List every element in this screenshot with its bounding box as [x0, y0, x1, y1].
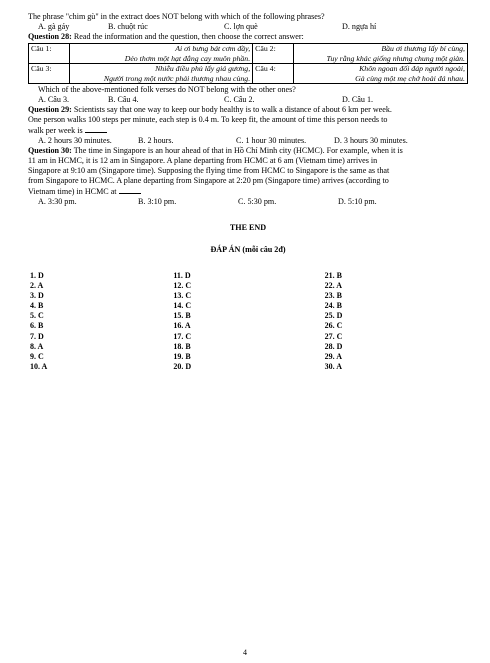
verse-label: Câu 4: [253, 64, 294, 84]
q29-line-3 [28, 125, 468, 136]
q30-line-3: Singapore at 9:10 am (Singapore time). Supposing the flying time from HCMC to Singapore is the same as that [28, 166, 390, 175]
q28-question: Which of the above-mentioned folk verses do NOT belong with the other ones? [38, 85, 296, 94]
answer-item: 18. B [173, 341, 191, 351]
q29-option-d: D. 3 hours 30 minutes. [334, 136, 408, 145]
q27-option-a: A. gà gáy [38, 22, 70, 31]
q28-number: Question 28: [28, 32, 72, 41]
answer-column-1 [30, 271, 173, 372]
verse-line: Tuy rằng khác giống nhưng chung một giàn. [326, 53, 465, 63]
q27-options [28, 22, 468, 32]
answer-item: 9. C [30, 351, 44, 361]
q28-options [28, 95, 468, 105]
verse-text [70, 64, 253, 84]
q29-text-end: walk per week is [28, 126, 83, 135]
answer-column-2 [173, 271, 316, 372]
answer-item: 10. A [30, 361, 48, 371]
answer-blank [85, 125, 107, 133]
q30-text-end: Vietnam time) in HCMC at [28, 187, 117, 196]
verse-label: Câu 2: [253, 44, 294, 64]
answer-item: 26. C [324, 321, 343, 331]
answer-item: 5. C [30, 311, 44, 321]
q30-line-1 [28, 146, 468, 156]
answer-item: 16. A [173, 321, 191, 331]
verse-line: Dẻo thơm một hạt đắng cay muôn phần. [124, 53, 251, 63]
answer-item: 12. C [173, 281, 192, 291]
q27-text: The phrase "chim gù" in the extract does NOT belong with which of the following phrases? [28, 12, 325, 21]
verse-text [70, 44, 253, 64]
answer-item: 6. B [30, 321, 44, 331]
verse-label: Câu 3: [29, 64, 70, 84]
q28-option-a: A. Câu 3. [38, 95, 70, 104]
q29-option-a: A. 2 hours 30 minutes. [38, 136, 112, 145]
verse-label: Câu 1: [29, 44, 70, 64]
answer-key-title: ĐÁP ÁN (mỗi câu 2đ) [210, 245, 286, 254]
q28-option-c: C. Câu 2. [224, 95, 255, 104]
q29-line-1 [28, 105, 468, 115]
q30-option-b: B. 3:10 pm. [138, 197, 177, 206]
page-number: 4 [243, 648, 247, 657]
q28-heading [28, 32, 468, 42]
q28-option-b: B. Câu 4. [108, 95, 139, 104]
answer-item: 25. D [324, 311, 343, 321]
answer-item: 8. A [30, 341, 44, 351]
verse-line: Nhiễu điều phủ lấy giá gương, [155, 64, 251, 73]
q30-text: The time in Singapore is an hour ahead of that in Hồ Chí Minh city (HCMC). For example, when it is [71, 146, 403, 155]
answer-item: 29. A [324, 351, 342, 361]
answer-item: 21. B [324, 271, 342, 280]
verse-line: Bầu ơi thương lấy bí cùng, [381, 44, 465, 53]
verse-text [294, 44, 468, 64]
answer-item: 3. D [30, 291, 44, 301]
folk-verse-table [28, 43, 468, 84]
q27-option-b: B. chuột rúc [108, 22, 148, 31]
q29-number: Question 29: [28, 105, 72, 114]
answer-item: 28. D [324, 341, 343, 351]
q29-option-c: C. 1 hour 30 minutes. [236, 136, 307, 145]
answer-item: 23. B [324, 291, 342, 301]
q30-number: Question 30: [28, 146, 72, 155]
q30-line-2: 11 am in HCMC, it is 12 am in Singapore. A plane departing from HCMC at 6 am (Vietnam time) arrives in [28, 156, 378, 165]
q29-line-2: One person walks 100 steps per minute, each step is 0.4 m. To keep fit, the amount of time this person needs to [28, 115, 388, 124]
verse-row [29, 64, 468, 84]
q29-option-b: B. 2 hours. [138, 136, 174, 145]
answer-item: 27. C [324, 331, 343, 341]
answer-item: 19. B [173, 351, 191, 361]
q30-line-5 [28, 186, 468, 197]
answer-item: 20. D [173, 361, 192, 371]
q28-option-d: D. Câu 1. [342, 95, 374, 104]
answer-item: 14. C [173, 301, 192, 311]
answer-key [28, 271, 468, 372]
q27-option-d: D. ngựa hí [342, 22, 377, 31]
answer-item: 30. A [324, 361, 342, 371]
verse-line: Người trong một nước phải thương nhau cùng. [103, 73, 251, 83]
answer-item: 24. B [324, 301, 342, 311]
q28-text: Read the information and the question, then choose the correct answer: [71, 32, 304, 41]
verse-row [29, 44, 468, 64]
verse-line: Khôn ngoan đối đáp người ngoài, [359, 64, 465, 73]
verse-line: Ai ơi bưng bát cơm đầy, [175, 44, 251, 53]
answer-item: 11. D [173, 271, 191, 280]
q29-text: Scientists say that one way to keep our body healthy is to walk a distance of about 6 km per week. [71, 105, 392, 114]
exam-page [28, 12, 468, 372]
q30-option-a: A. 3:30 pm. [38, 197, 77, 206]
the-end-heading: THE END [229, 223, 267, 232]
q27-option-c: C. lợn què [224, 22, 258, 31]
answer-item: 4. B [30, 301, 44, 311]
answer-item: 13. C [173, 291, 192, 301]
answer-item: 22. A [324, 281, 342, 291]
answer-item: 17. C [173, 331, 192, 341]
answer-item: 1. D [30, 271, 44, 280]
q30-option-d: D. 5:10 pm. [338, 197, 377, 206]
q30-options [28, 197, 468, 207]
answer-blank [119, 186, 141, 194]
answer-item: 2. A [30, 281, 44, 291]
verse-line: Gà cùng một mẹ chớ hoài đá nhau. [355, 73, 465, 83]
answer-item: 7. D [30, 331, 44, 341]
answer-item: 15. B [173, 311, 191, 321]
q30-line-4: from Singapore to HCMC. A plane departing from Singapore at 2:20 pm (Singapore time) arrives (according to [28, 176, 389, 185]
q30-option-c: C. 5:30 pm. [238, 197, 277, 206]
q29-options [28, 136, 468, 146]
answer-column-3 [325, 271, 468, 372]
verse-text [294, 64, 468, 84]
